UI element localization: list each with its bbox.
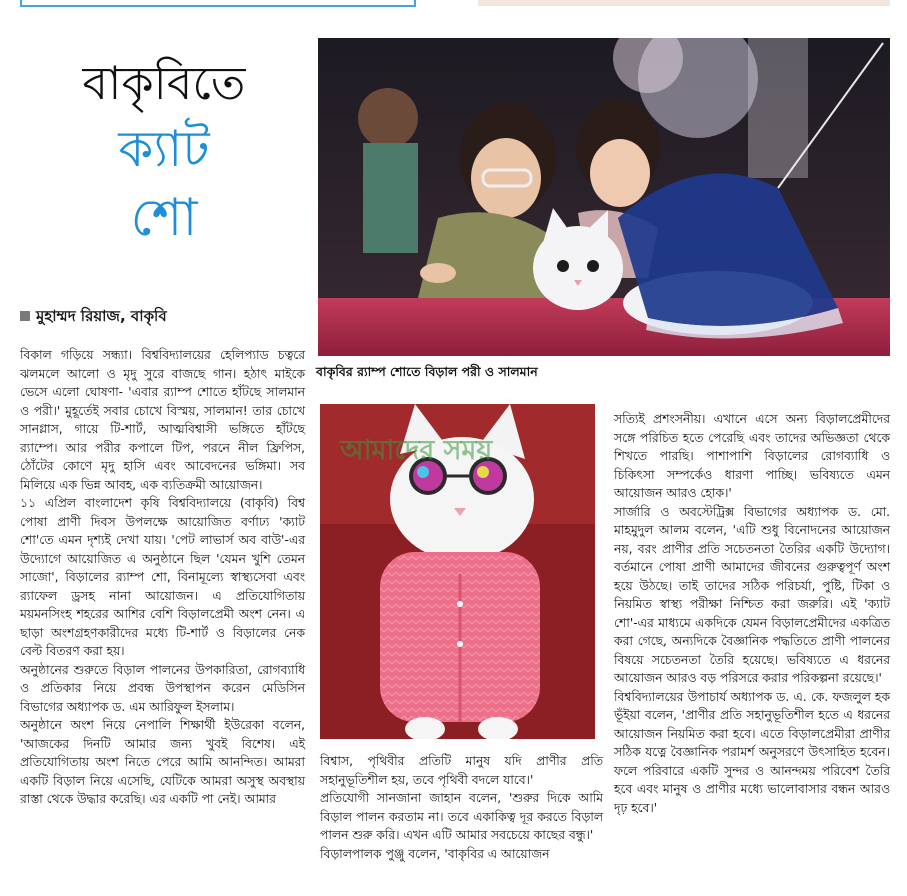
cat-ramp-photo [318, 38, 890, 356]
paragraph: অনুষ্ঠানের শুরুতে বিড়াল পালনের উপকারিতা, রোগব্যাধি ও প্রতিকার নিয়ে প্রবন্ধ উপস্থাপন করেন মেডিসিন বিভাগের অধ্যাপক ড. এম আরিফুল ইসলাম। [20, 662, 305, 714]
main-photo [318, 38, 890, 356]
byline-bullet-icon [20, 311, 30, 321]
paragraph: প্রতিযোগী সানজানা জাহান বলেন, 'শুরুর দিকে আমি বিড়াল পালন করতাম না। তবে একাকিত্ব দূর করতে বিড়াল পালন শুরু করি। এখন এটি আমার সবচেয়ে কাছের বন্ধু।' [320, 791, 603, 842]
top-frame-right [478, 0, 890, 6]
headline-line-2: ক্যাট [118, 120, 210, 178]
paragraph: সত্যিই প্রশংসনীয়। এখানে এসে অন্য বিড়ালপ্রেমীদের সঙ্গে পরিচিত হতে পেরেছি এবং তাদের অভিজ্ঞতা থেকে শিখতে পারছি। পাশাপাশি বিড়ালের রোগব্যাধি ও চিকিৎসা সম্পর্কেও ধারণা পাচ্ছি। ভবিষ্যতে এমন আয়োজন আরও হোক।' [614, 412, 890, 500]
headline-line-3: শো [130, 188, 198, 248]
article-column-1 [20, 346, 305, 809]
headline-line-1: বাকৃবিতে [82, 56, 246, 110]
paragraph: বিশ্বাস, পৃথিবীর প্রতিটি মানুষ যদি প্রাণীর প্রতি সহানুভূতিশীল হয়, তবে পৃথিবী বদলে যাবে।' [320, 754, 603, 787]
paragraph: অনুষ্ঠানে অংশ নিয়ে নেপালি শিক্ষার্থী ইউরেকা বলেন, 'আজকের দিনটি আমার জন্য খুবই বিশেষ। এই প্রতিযোগিতায় অংশ নিতে পেরে আমি আনন্দিত। আমরা একটি বিড়াল নিয়ে এসেছি, যেটিকে আমরা অসুস্থ অবস্থায় রাস্তা থেকে উদ্ধার করেছি। এর একটি পা নেই। আমার [20, 718, 305, 806]
paragraph: বিশ্ববিদ্যালয়ের উপাচার্য অধ্যাপক ড. এ. কে. ফজলুল হক ভূঁইয়া বলেন, 'প্রাণীর প্রতি সহানুভূতিশীল হতে এ ধরনের আয়োজন নিয়মিত করা হবে। এতে বিড়ালপ্রেমীরা প্রাণীর সঠিক যত্নে বৈজ্ঞানিক পরামর্শ অনুসরণে উৎসাহিত হবেন। ফলে পরিবারে একটি সুন্দর ও আনন্দময় পরিবেশ তৈরি হবে এবং মানুষ ও প্রাণীর মধ্যে ভালোবাসার বন্ধন আরও দৃঢ় হবে।' [614, 689, 890, 815]
headline [14, 56, 314, 248]
paragraph: বিকাল গড়িয়ে সন্ধ্যা। বিশ্ববিদ্যালয়ের হেলিপ্যাড চত্বরে ঝলমলে আলো ও মৃদু সুরে বাজছে গান। হঠাৎ মাইকে ভেসে এলো ঘোষণা- 'এবার র‍্যাম্প শোতে হাঁটছে সালমান ও পরী।' মুহূর্তেই সবার চোখে বিস্ময়, সালমান! তার চোখে সানগ্লাস, গায়ে টি-শার্ট, আত্মবিশ্বাসী ভঙ্গিতে হাঁটছে র‍্যাম্পে। আর পরীর কপালে টিপ, পরনে নীল ফ্রিপিস, ঠোঁটের কোণে মৃদু হাসি এবং আবেদনের ভঙ্গিমা। সব মিলিয়ে এক ভিন্ন আবহ, এক ব্যতিক্রমী আয়োজন। [20, 348, 305, 492]
paragraph: বিড়ালপালক পুঞ্জু বলেন, 'বাকৃবির এ আয়োজন [320, 846, 550, 861]
byline-text: মুহাম্মদ রিয়াজ, বাকৃবি [36, 307, 167, 325]
article-column-2 [320, 752, 603, 863]
cat-photo [320, 404, 595, 739]
paragraph: ১১ এপ্রিল বাংলাদেশ কৃষি বিশ্ববিদ্যালয়ে (বাকৃবি) বিশ্ব পোষা প্রাণী দিবস উপলক্ষে আয়োজিত বর্ণাঢ্য 'ক্যাট শো'তে এমন দৃশ্যই দেখা যায়। 'পেট লাভার্স অব বাউ'-এর উদ্যোগে আয়োজিত এ অনুষ্ঠানে ছিল 'যেমন খুশি তেমন সাজো', বিড়ালের র‍্যাম্প শো, বিনামূল্যে স্বাস্থ্যসেবা এবং র‍্যাফেল ড্রসহ নানা আয়োজন। এ প্রতিযোগিতায় ময়মনসিংহ শহরের আশির বেশি বিড়ালপ্রেমী অংশ নেন। এ ছাড়া অংশগ্রহণকারীদের মধ্যে টি-শার্ট ও বিড়ালের নেক বেল্ট বিতরণ করা হয়। [20, 496, 305, 658]
byline [20, 305, 167, 330]
top-frame-left [20, 0, 416, 7]
paragraph: সার্জারি ও অবস্টেট্রিক্স বিভাগের অধ্যাপক ড. মো. মাহমুদুল আলম বলেন, 'এটি শুধু বিনোদনের আয়োজন নয়, বরং প্রাণীর প্রতি সচেতনতা তৈরির একটি উদ্যোগ। বর্তমানে পোষা প্রাণী আমাদের জীবনের গুরুত্বপূর্ণ অংশ হয়ে উঠছে। তাই তাদের সঠিক পরিচর্যা, পুষ্টি, টিকা ও নিয়মিত স্বাস্থ্য পরীক্ষা নিশ্চিত করা জরুরি। এই 'ক্যাট শো'-এর মাধ্যমে একদিকে যেমন বিড়ালপ্রেমীদের একত্রিত করা গেছে, অন্যদিকে বৈজ্ঞানিক পদ্ধতিতে প্রাণী পালনের বিষয়ে সচেতনতা তৈরি হয়েছে। ভবিষ্যতে এ ধরনের আয়োজন আরও বড় পরিসরে করার পরিকল্পনা রয়েছে।' [614, 504, 890, 685]
photo-caption: বাকৃবির র‍্যাম্প শোতে বিড়াল পরী ও সালমান [316, 364, 538, 379]
article-column-3 [614, 410, 890, 817]
newspaper-watermark: আমাদের সময় [340, 435, 493, 466]
